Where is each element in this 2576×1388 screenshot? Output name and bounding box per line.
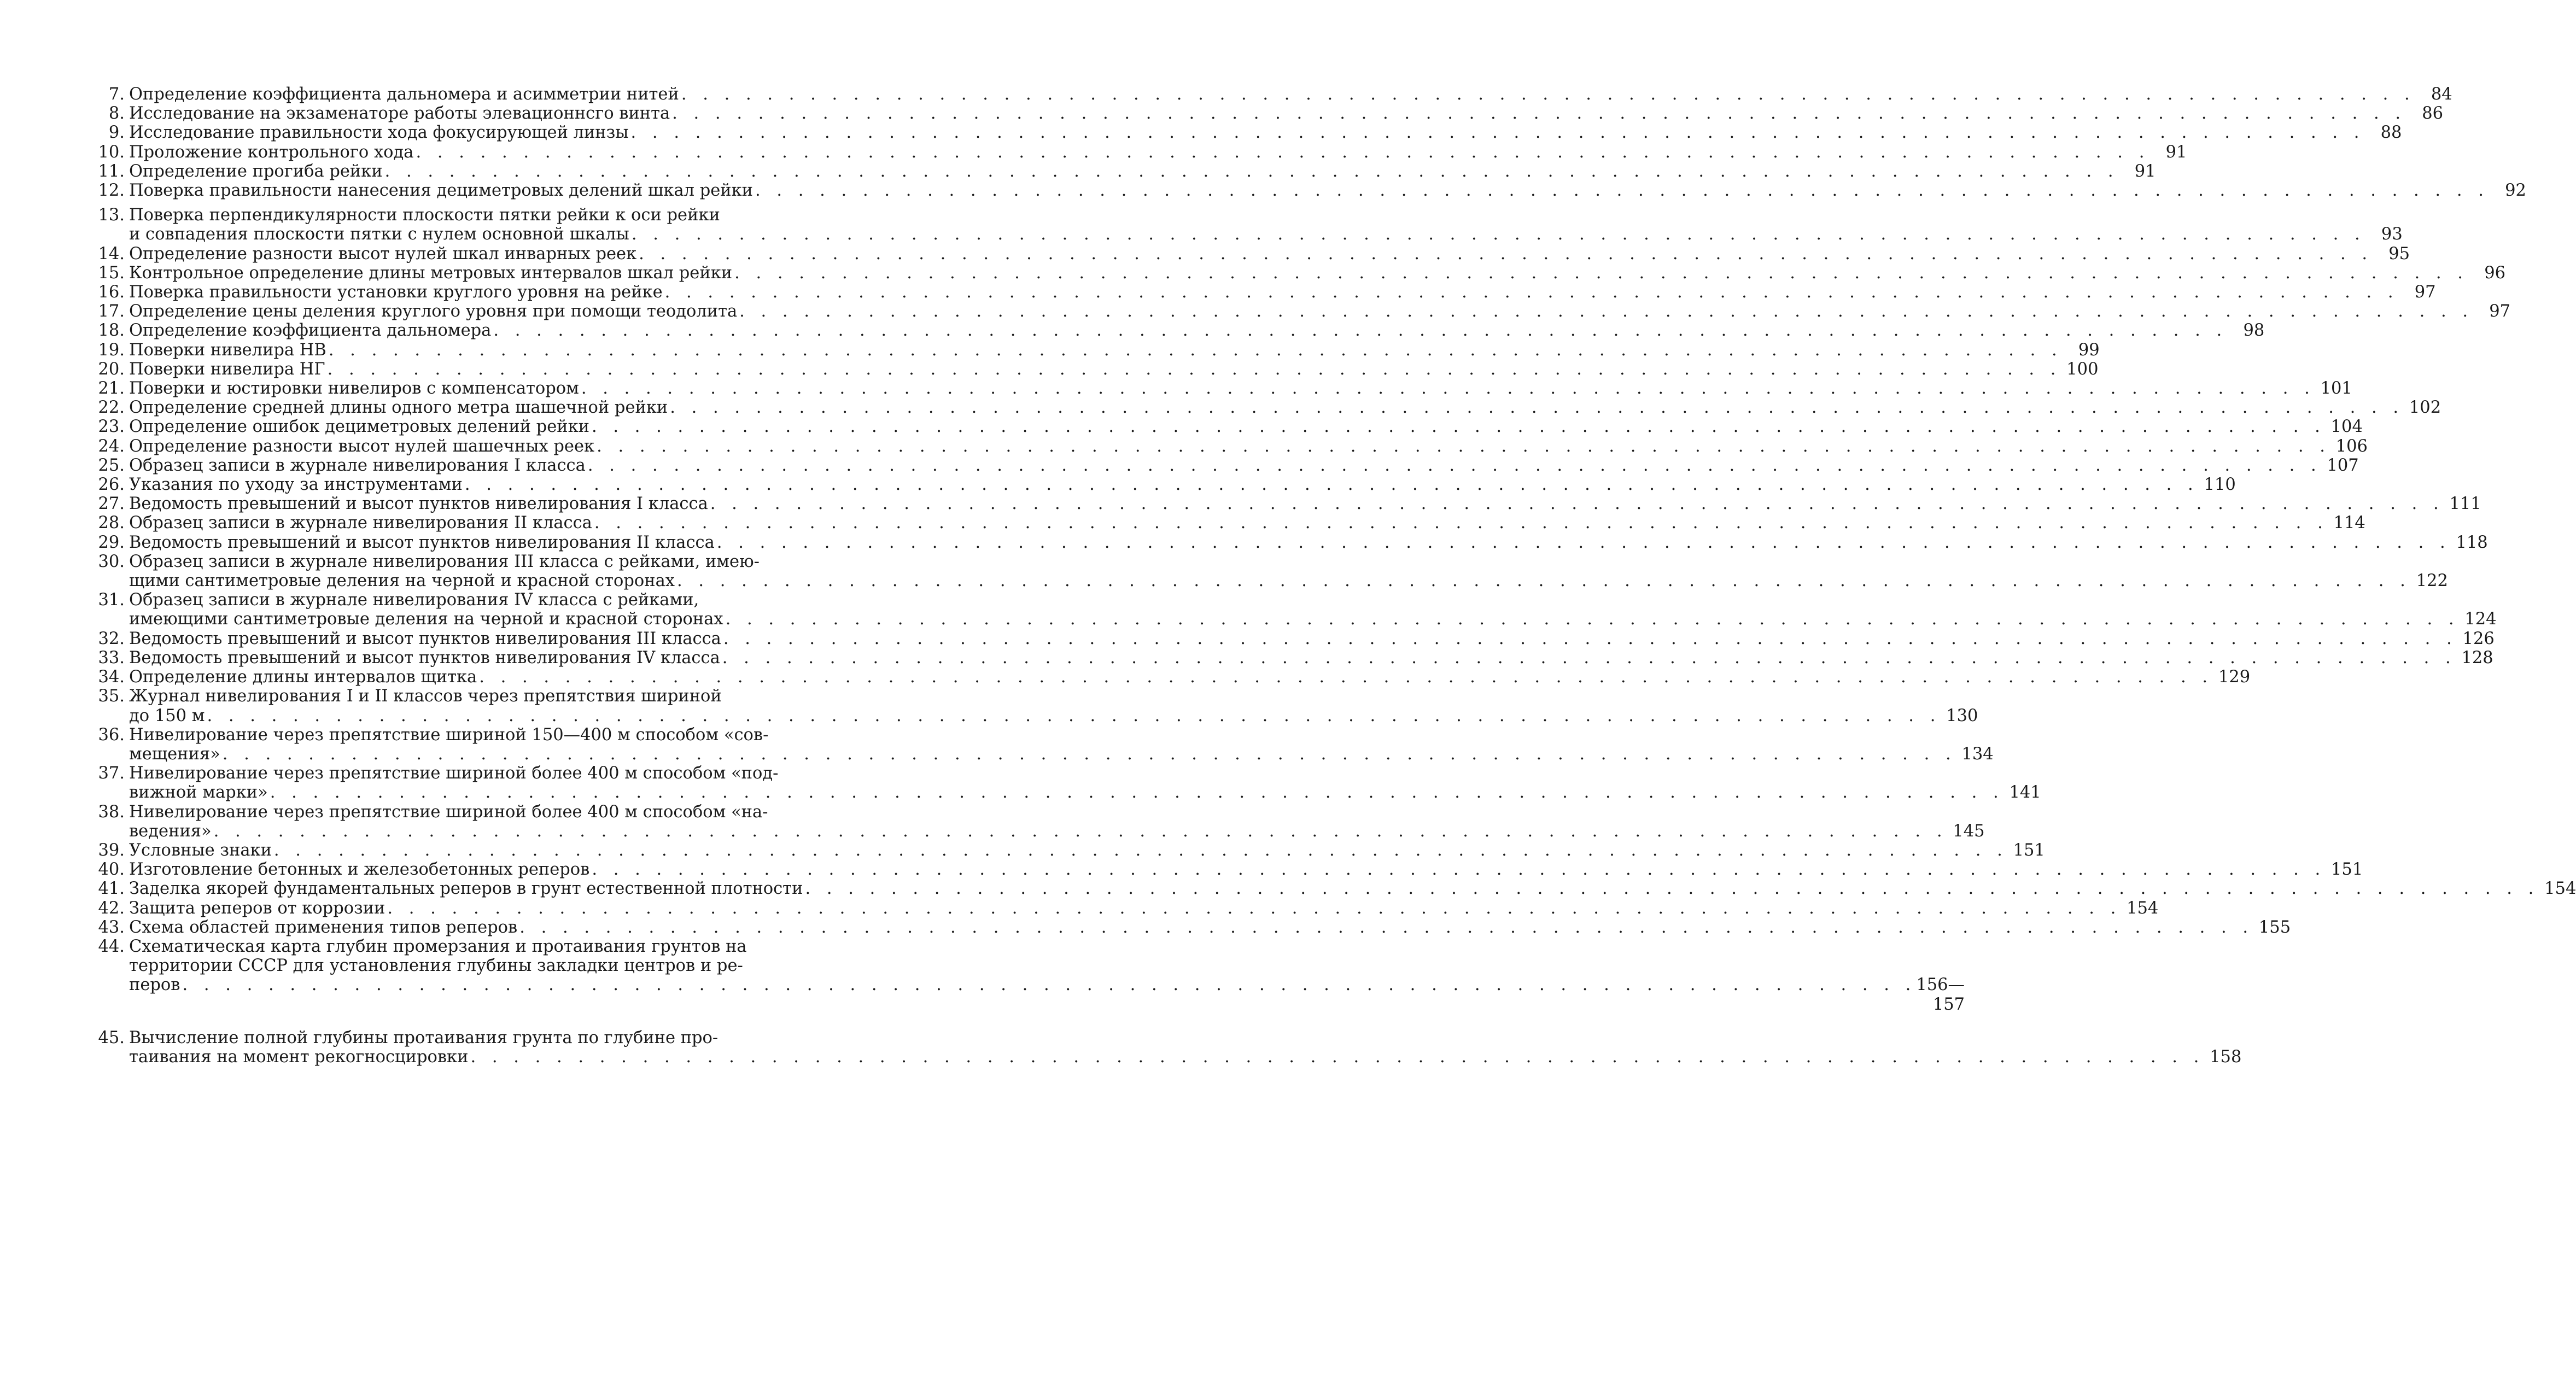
page-number: 154 xyxy=(2127,898,2159,918)
entry-last-line xyxy=(129,417,2363,436)
entry-body xyxy=(129,590,2497,629)
page-number: 102 xyxy=(2409,398,2441,418)
entry-body xyxy=(129,841,2045,860)
dot-leader xyxy=(212,822,1948,841)
entry-number: 43. xyxy=(98,917,125,937)
toc-entry xyxy=(92,85,2452,104)
entry-title-line: Защита реперов от коррозии xyxy=(129,898,385,918)
page-number: 130 xyxy=(1946,706,1978,725)
dot-leader xyxy=(679,85,2415,104)
entry-number: 22. xyxy=(98,398,125,418)
entry-number: 10. xyxy=(98,142,125,162)
entry-body xyxy=(129,341,2100,360)
toc-entry xyxy=(92,123,2402,143)
entry-title-line: Определение цены деления круглого уровня при помощи теодолита xyxy=(129,302,738,321)
entry-last-line xyxy=(129,341,2100,360)
entry-number: 19. xyxy=(98,340,125,360)
entry-title-line: Определение разности высот нулей шашечных реек xyxy=(129,436,595,456)
dot-leader xyxy=(594,437,2330,456)
entry-title-line: Поверка правильности нанесения дециметровых делений шкал рейки xyxy=(129,181,753,201)
page-number: 91 xyxy=(2165,142,2187,162)
entry-number: 29. xyxy=(98,532,125,552)
page-number: 124 xyxy=(2464,610,2497,629)
entry-title-line: таивания на момент рекогносцировки xyxy=(129,1047,469,1067)
entry-last-line xyxy=(129,610,2497,629)
page-number: 96 xyxy=(2484,263,2505,283)
dot-leader xyxy=(663,283,2399,302)
entry-body xyxy=(129,104,2443,123)
dot-leader xyxy=(592,513,2328,532)
entry-last-line xyxy=(129,533,2488,552)
dot-leader xyxy=(803,879,2539,898)
spacer xyxy=(129,995,1919,1014)
entry-number: 15. xyxy=(98,263,125,283)
entry-title-line: Определение прогиба рейки xyxy=(129,161,383,181)
entry-number: 37. xyxy=(98,764,125,783)
entry-title-line: Заделка якорей фундаментальных реперов в грунт естественной плотности xyxy=(129,879,803,899)
toc-entry xyxy=(92,321,2265,341)
entry-last-line xyxy=(129,360,2098,379)
toc-entry xyxy=(92,840,2045,860)
entry-number: 28. xyxy=(98,513,125,533)
entry-title-line: Условные знаки xyxy=(129,840,272,860)
entry-number: 11. xyxy=(98,161,125,181)
entry-number: 42. xyxy=(98,898,125,918)
page-number: 128 xyxy=(2461,648,2493,667)
page-number: 158 xyxy=(2210,1047,2242,1067)
toc-entry xyxy=(92,161,2156,181)
entry-title-line: Поверки нивелира НГ xyxy=(129,359,325,379)
entry-number: 21. xyxy=(98,379,125,399)
dot-leader xyxy=(463,475,2199,494)
entry-last-line xyxy=(129,321,2264,340)
entry-title-line: Поверка правильности установки круглого уровня на рейке xyxy=(129,283,663,302)
toc-entry xyxy=(92,513,2365,533)
page-number: 106 xyxy=(2335,436,2368,456)
page-number: 97 xyxy=(2489,302,2511,321)
entry-last-line xyxy=(129,162,2156,181)
toc-entry xyxy=(92,455,2359,475)
entry-body xyxy=(129,725,1994,764)
entry-last-line xyxy=(129,104,2443,123)
page-number: 92 xyxy=(2505,181,2526,201)
entry-last-line xyxy=(129,398,2441,417)
entry-last-line xyxy=(129,143,2187,162)
page-number: 91 xyxy=(2134,161,2156,181)
entry-body xyxy=(129,513,2365,532)
page-number: 134 xyxy=(1961,744,1994,764)
entry-number: 8. xyxy=(108,104,125,124)
dot-leader xyxy=(326,341,2063,360)
entry-last-line xyxy=(129,437,2368,456)
dot-leader xyxy=(732,263,2468,283)
dot-leader xyxy=(629,225,2365,244)
dot-leader xyxy=(723,610,2460,629)
entry-body xyxy=(129,494,2481,513)
entry-number: 18. xyxy=(98,321,125,341)
entry-body xyxy=(129,667,2250,687)
entry-body xyxy=(129,123,2402,142)
entry-body xyxy=(129,263,2505,283)
entry-body xyxy=(129,302,2510,321)
entry-title-line: имеющими сантиметровые деления на черной и красной сторонах xyxy=(129,610,723,629)
dot-leader xyxy=(753,181,2489,200)
entry-number: 30. xyxy=(98,552,125,571)
dot-leader xyxy=(675,571,2411,590)
page-number: 86 xyxy=(2422,104,2444,124)
entry-number: 14. xyxy=(98,244,125,263)
entry-title-line: до 150 м xyxy=(129,706,205,725)
entry-title-line: перов xyxy=(129,975,180,995)
toc-entry xyxy=(92,725,1994,764)
entry-number: 25. xyxy=(98,455,125,475)
entry-last-line xyxy=(129,918,2291,937)
toc-entry xyxy=(92,590,2497,629)
page-number: 151 xyxy=(2013,840,2045,860)
entry-body xyxy=(129,360,2098,379)
entry-title-line: Журнал нивелирования I и II классов через препятствия шириной xyxy=(129,687,722,706)
entry-title-line: Поверки нивелира НВ xyxy=(129,340,326,360)
entry-title-line: Схематическая карта глубин промерзания и протаивания грунтов на xyxy=(129,936,747,956)
entry-body xyxy=(129,803,1985,841)
entry-title-line: Ведомость превышений и высот пунктов нивелирования IV класса xyxy=(129,648,720,667)
page-number: 154 xyxy=(2544,879,2576,899)
entry-number: 38. xyxy=(98,802,125,822)
entry-title-line: Указания по уходу за инструментами xyxy=(129,475,463,495)
entry-last-line xyxy=(129,302,2510,321)
page-number: 95 xyxy=(2388,244,2410,263)
entry-last-line xyxy=(129,783,2041,802)
page-number: 111 xyxy=(2449,494,2481,514)
entry-number: 23. xyxy=(98,417,125,437)
entry-title-line: ведения» xyxy=(129,821,212,841)
entry-body xyxy=(129,648,2493,667)
entry-title-line: щими сантиметровые деления на черной и красной сторонах xyxy=(129,571,675,591)
toc-entry xyxy=(92,917,2291,937)
entry-number: 45. xyxy=(98,1028,125,1047)
entry-body xyxy=(129,860,2363,879)
page-number: 145 xyxy=(1953,821,1985,841)
entry-title-line: Определение средней длины одного метра шашечной рейки xyxy=(129,398,668,418)
entry-number: 33. xyxy=(98,648,125,667)
entry-last-line xyxy=(129,513,2365,532)
entry-body xyxy=(129,552,2448,590)
entry-body xyxy=(129,899,2158,918)
entry-last-line xyxy=(129,571,2448,590)
entry-body xyxy=(129,244,2410,263)
entry-last-line xyxy=(129,975,1965,994)
toc-entry xyxy=(92,283,2436,302)
dot-leader xyxy=(220,745,1956,764)
entry-last-line xyxy=(129,667,2250,687)
page-number: 97 xyxy=(2414,283,2436,302)
entry-last-line xyxy=(129,648,2493,667)
dot-leader xyxy=(708,494,2444,513)
page-number: 107 xyxy=(2327,455,2359,475)
entry-body xyxy=(129,533,2488,552)
page-number: 118 xyxy=(2456,532,2488,552)
entry-title-line: Определение длины интервалов щитка xyxy=(129,667,477,687)
entry-title-line: Определение ошибок дециметровых делений рейки xyxy=(129,417,589,437)
dot-leader xyxy=(205,706,1941,725)
entry-title-line: Проложение контрольного хода xyxy=(129,142,414,162)
entry-number: 16. xyxy=(98,283,125,302)
entry-title-line: Образец записи в журнале нивелирования IV класса с рейками, xyxy=(129,590,699,610)
toc-entry xyxy=(92,936,1965,1014)
page-number: 155 xyxy=(2258,917,2291,937)
entry-number: 36. xyxy=(98,725,125,745)
toc-entry xyxy=(92,764,2041,803)
page-number: 151 xyxy=(2331,860,2363,880)
page-number-continuation: 157 xyxy=(1932,994,1965,1014)
dot-leader xyxy=(477,667,2213,687)
entry-title-line: Нивелирование через препятствие шириной более 400 м способом «под- xyxy=(129,764,779,783)
page-number: 110 xyxy=(2204,475,2236,495)
entry-last-line xyxy=(129,860,2363,879)
entry-title-line: Образец записи в журнале нивелирования III класса с рейками, имею- xyxy=(129,552,760,571)
entry-body xyxy=(129,417,2363,436)
entry-body xyxy=(129,1028,2241,1067)
toc-entry xyxy=(92,475,2236,495)
entry-title-line: Поверки и юстировки нивелиров с компенсатором xyxy=(129,379,579,399)
entry-last-line xyxy=(129,244,2410,263)
entry-body xyxy=(129,181,2526,200)
entry-number: 12. xyxy=(98,181,125,201)
page-continuation-row xyxy=(129,995,1965,1014)
entry-last-line xyxy=(129,283,2436,302)
entry-number: 34. xyxy=(98,667,125,687)
toc-entry xyxy=(92,104,2444,124)
dot-leader xyxy=(720,648,2456,667)
dot-leader xyxy=(636,244,2373,263)
dot-leader xyxy=(468,1047,2204,1067)
entry-body xyxy=(129,475,2236,494)
dot-leader xyxy=(668,398,2404,417)
toc-entry xyxy=(92,879,2576,899)
page-number: 126 xyxy=(2462,629,2495,648)
toc-entry xyxy=(92,629,2495,648)
page-number: 88 xyxy=(2380,123,2402,143)
page-number: 156— xyxy=(1916,975,1965,995)
entry-title-line: Схема областей применения типов реперов xyxy=(129,917,518,937)
entry-title-line: Вычисление полной глубины протаивания грунта по глубине про- xyxy=(129,1028,719,1047)
entry-body xyxy=(129,85,2452,104)
entry-number: 9. xyxy=(108,123,125,143)
toc-entry xyxy=(92,379,2352,399)
entry-last-line xyxy=(129,822,1985,841)
toc-entry xyxy=(92,667,2251,687)
entry-title-line: вижной марки» xyxy=(129,783,268,803)
entry-body xyxy=(129,456,2359,475)
toc-entry xyxy=(92,802,1985,841)
dot-leader xyxy=(517,918,2253,937)
entry-number: 41. xyxy=(98,879,125,899)
toc-entry xyxy=(92,1028,2242,1067)
table-of-contents xyxy=(92,85,2576,1067)
entry-number: 32. xyxy=(98,629,125,648)
entry-title-line: Определение коэффициента дальномера xyxy=(129,321,492,341)
entry-body xyxy=(129,629,2495,648)
page-number: 98 xyxy=(2243,321,2265,341)
entry-number: 40. xyxy=(98,860,125,880)
page-number: 93 xyxy=(2381,225,2403,244)
entry-last-line xyxy=(129,706,1978,725)
toc-entry xyxy=(92,532,2488,552)
entry-body xyxy=(129,918,2291,937)
page-number: 141 xyxy=(2009,783,2041,803)
entry-last-line xyxy=(129,379,2352,398)
dot-leader xyxy=(589,417,2326,436)
dot-leader xyxy=(383,162,2119,181)
dot-leader xyxy=(715,533,2451,552)
entry-number: 31. xyxy=(98,590,125,610)
dot-leader xyxy=(268,783,2004,802)
page-number: 114 xyxy=(2333,513,2365,533)
entry-body xyxy=(129,283,2436,302)
entry-title-line: Изготовление бетонных и железобетонных реперов xyxy=(129,860,590,880)
entry-body xyxy=(129,764,2041,802)
entry-last-line xyxy=(129,263,2505,283)
toc-entry xyxy=(92,263,2505,283)
entry-number: 26. xyxy=(98,475,125,495)
entry-number: 35. xyxy=(98,687,125,706)
dot-leader xyxy=(586,456,2322,475)
entry-number: 13. xyxy=(98,206,125,225)
entry-title-line: Определение коэффициента дальномера и асимметрии нитей xyxy=(129,85,679,104)
toc-entry xyxy=(92,244,2410,263)
page-number: 99 xyxy=(2078,340,2100,360)
dot-leader xyxy=(325,360,2061,379)
entry-body xyxy=(129,879,2576,898)
entry-last-line xyxy=(129,629,2495,648)
dot-leader xyxy=(385,899,2121,918)
entry-last-line xyxy=(129,181,2526,200)
toc-entry xyxy=(92,398,2441,418)
entry-body xyxy=(129,143,2187,162)
entry-number: 20. xyxy=(98,359,125,379)
toc-entry xyxy=(92,436,2368,456)
toc-entry xyxy=(92,687,1978,725)
toc-entry xyxy=(92,206,2403,244)
page-number: 122 xyxy=(2416,571,2448,591)
toc-entry xyxy=(92,359,2099,379)
toc-entry xyxy=(92,340,2100,360)
entry-title-line: Ведомость превышений и высот пунктов нивелирования II класса xyxy=(129,532,715,552)
toc-entry xyxy=(92,494,2481,514)
entry-number: 44. xyxy=(98,936,125,956)
page-number: 101 xyxy=(2320,379,2352,399)
entry-number: 27. xyxy=(98,494,125,514)
entry-last-line xyxy=(129,841,2045,860)
entry-last-line xyxy=(129,899,2158,918)
dot-leader xyxy=(180,975,1916,994)
dot-leader xyxy=(721,629,2457,648)
entry-title-line: Нивелирование через препятствие шириной 150—400 м способом «сов- xyxy=(129,725,769,745)
entry-number: 17. xyxy=(98,302,125,321)
toc-entry xyxy=(92,302,2511,321)
entry-title-line: территории СССР для установления глубины закладки центров и ре- xyxy=(129,956,743,976)
page-number: 100 xyxy=(2066,359,2099,379)
dot-leader xyxy=(579,379,2315,398)
entry-body xyxy=(129,379,2352,398)
dot-leader xyxy=(670,104,2406,123)
entry-title-line: Контрольное определение длины метровых интервалов шкал рейки xyxy=(129,263,733,283)
dot-leader xyxy=(737,302,2473,321)
entry-title-line: Определение разности высот нулей шкал инварных реек xyxy=(129,244,637,263)
entry-title-line: Исследование правильности хода фокусирующей линзы xyxy=(129,123,629,143)
page-number: 104 xyxy=(2330,417,2363,437)
entry-title-line: Нивелирование через препятствие шириной более 400 м способом «на- xyxy=(129,802,768,822)
entry-title-line: и совпадения плоскости пятки с нулем основной шкалы xyxy=(129,225,629,244)
entry-title-line: Поверка перпендикулярности плоскости пятки рейки к оси рейки xyxy=(129,206,720,225)
entry-number: 39. xyxy=(98,840,125,860)
entry-last-line xyxy=(129,475,2236,494)
toc-entry xyxy=(92,417,2363,437)
entry-body xyxy=(129,206,2403,244)
dot-leader xyxy=(272,841,2008,860)
toc-entry xyxy=(92,142,2187,162)
entry-last-line xyxy=(129,494,2481,513)
entry-body xyxy=(129,437,2368,456)
entry-body xyxy=(129,162,2156,181)
entry-last-line xyxy=(129,456,2359,475)
entry-title-line: Исследование на экзаменаторе работы элевационнсго винта xyxy=(129,104,670,124)
toc-entry xyxy=(92,898,2159,918)
entry-last-line xyxy=(129,225,2403,244)
toc-entry xyxy=(92,552,2448,591)
entry-body xyxy=(129,321,2264,340)
page-number: 84 xyxy=(2431,85,2452,104)
dot-leader xyxy=(629,123,2365,142)
entry-last-line xyxy=(129,879,2576,898)
entry-title-line: мещения» xyxy=(129,744,220,764)
entry-number: 24. xyxy=(98,436,125,456)
entry-number: 7. xyxy=(108,85,125,104)
entry-title-line: Образец записи в журнале нивелирования I класса xyxy=(129,455,586,475)
entry-last-line xyxy=(129,1047,2241,1067)
toc-entry xyxy=(92,648,2493,667)
toc-entry xyxy=(92,860,2363,880)
toc-entry xyxy=(92,181,2526,201)
entry-body xyxy=(129,937,1965,1014)
entry-body xyxy=(129,687,1978,725)
page-number: 129 xyxy=(2218,667,2251,687)
dot-leader xyxy=(491,321,2227,340)
entry-title-line: Ведомость превышений и высот пунктов нивелирования III класса xyxy=(129,629,721,648)
entry-title-line: Ведомость превышений и высот пунктов нивелирования I класса xyxy=(129,494,708,514)
entry-last-line xyxy=(129,123,2402,142)
entry-last-line xyxy=(129,85,2452,104)
entry-last-line xyxy=(129,745,1994,764)
entry-title-line: Образец записи в журнале нивелирования II класса xyxy=(129,513,592,533)
dot-leader xyxy=(589,860,2326,879)
entry-body xyxy=(129,398,2441,417)
dot-leader xyxy=(413,143,2149,162)
